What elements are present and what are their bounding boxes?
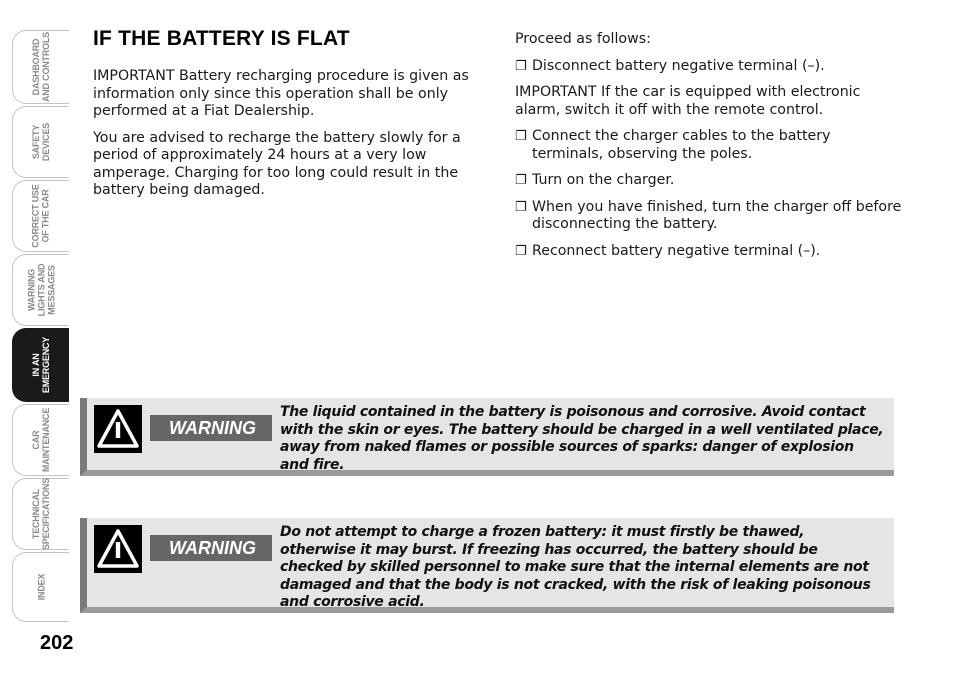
checkbox-bullet-icon: ❐ xyxy=(515,129,527,144)
step-text: Reconnect battery negative terminal (–). xyxy=(532,242,821,259)
right-column xyxy=(515,31,905,269)
paragraph: IMPORTANT Battery recharging procedure is given as information only since this operation shall be only performed at a Fiat Dealership. xyxy=(93,68,469,119)
chapter-tab-emergency[interactable] xyxy=(12,328,69,402)
warning-label: WARNING xyxy=(150,415,272,441)
chapter-tab-dashboard[interactable] xyxy=(12,30,69,104)
warning-text: The liquid contained in the battery is poisonous and corrosive. Avoid contact with the skin or eyes. The battery should be charged in a well ventilated place, away from naked flames or possible sources of sparks: danger of explosion and fire. xyxy=(280,404,884,473)
step-text: Connect the charger cables to the battery terminals, observing the poles. xyxy=(532,128,831,162)
chapter-tab-safety[interactable] xyxy=(12,106,69,178)
warning-triangle-icon xyxy=(94,525,142,573)
warning-box xyxy=(80,398,894,476)
checkbox-bullet-icon: ❐ xyxy=(515,58,527,74)
warning-label: WARNING xyxy=(150,535,272,561)
chapter-tab-label: IN AN EMERGENCY xyxy=(31,336,51,394)
paragraph: You are advised to recharge the battery slowly for a period of approximately 24 hours at a very low amperage. Charging for too long could result in the battery being damaged. xyxy=(93,129,461,198)
step-text: Turn on the charger. xyxy=(532,172,675,188)
page-title: IF THE BATTERY IS FLAT xyxy=(93,27,350,50)
chapter-tab-label: CAR MAINTENANCE xyxy=(31,407,51,473)
chapter-tab-label: DASHBOARD AND CONTROLS xyxy=(31,31,52,103)
checkbox-bullet-icon: ❐ xyxy=(515,199,527,215)
chapter-tab-technical[interactable] xyxy=(12,478,69,550)
chapter-tab-label: SAFETY DEVICES xyxy=(31,122,51,162)
left-column xyxy=(93,68,473,209)
chapter-tab-maintenance[interactable] xyxy=(12,404,69,476)
step-item xyxy=(515,58,905,76)
chapter-tab-label: CORRECT USE OF THE CAR xyxy=(31,184,51,248)
chapter-tab-warning-lights[interactable] xyxy=(12,254,69,326)
step-text: When you have finished, turn the charger off before disconnecting the battery. xyxy=(532,198,902,232)
chapter-tab-correct-use[interactable] xyxy=(12,180,69,252)
checkbox-bullet-icon: ❐ xyxy=(515,243,527,259)
warning-triangle-icon xyxy=(94,405,142,453)
step-text: Disconnect battery negative terminal (–). xyxy=(532,57,825,74)
step-item xyxy=(515,172,905,190)
warning-box xyxy=(80,518,894,613)
step-item xyxy=(515,128,905,163)
chapter-tab-index[interactable] xyxy=(12,552,69,622)
step-item xyxy=(515,243,905,261)
warning-text: Do not attempt to charge a frozen battery: it must firstly be thawed, otherwise it may burst. If freezing has occurred, the battery should be checked by skilled personnel to make sure that the internal elements are not damaged and that the body is not cracked, with the risk of leaking poisonous and corrosive acid. xyxy=(280,524,871,610)
checkbox-bullet-icon: ❐ xyxy=(515,173,527,188)
chapter-tab-label: WARNING LIGHTS AND MESSAGES xyxy=(25,263,56,317)
intro-text: Proceed as follows: xyxy=(515,31,651,47)
step-item xyxy=(515,199,905,234)
chapter-tab-label: INDEX xyxy=(35,573,46,601)
important-note: IMPORTANT If the car is equipped with electronic alarm, switch it off with the remote control. xyxy=(515,84,861,118)
page-number: 202 xyxy=(40,632,74,654)
chapter-tab-label: TECHNICAL SPECIFICATIONS xyxy=(31,477,52,551)
